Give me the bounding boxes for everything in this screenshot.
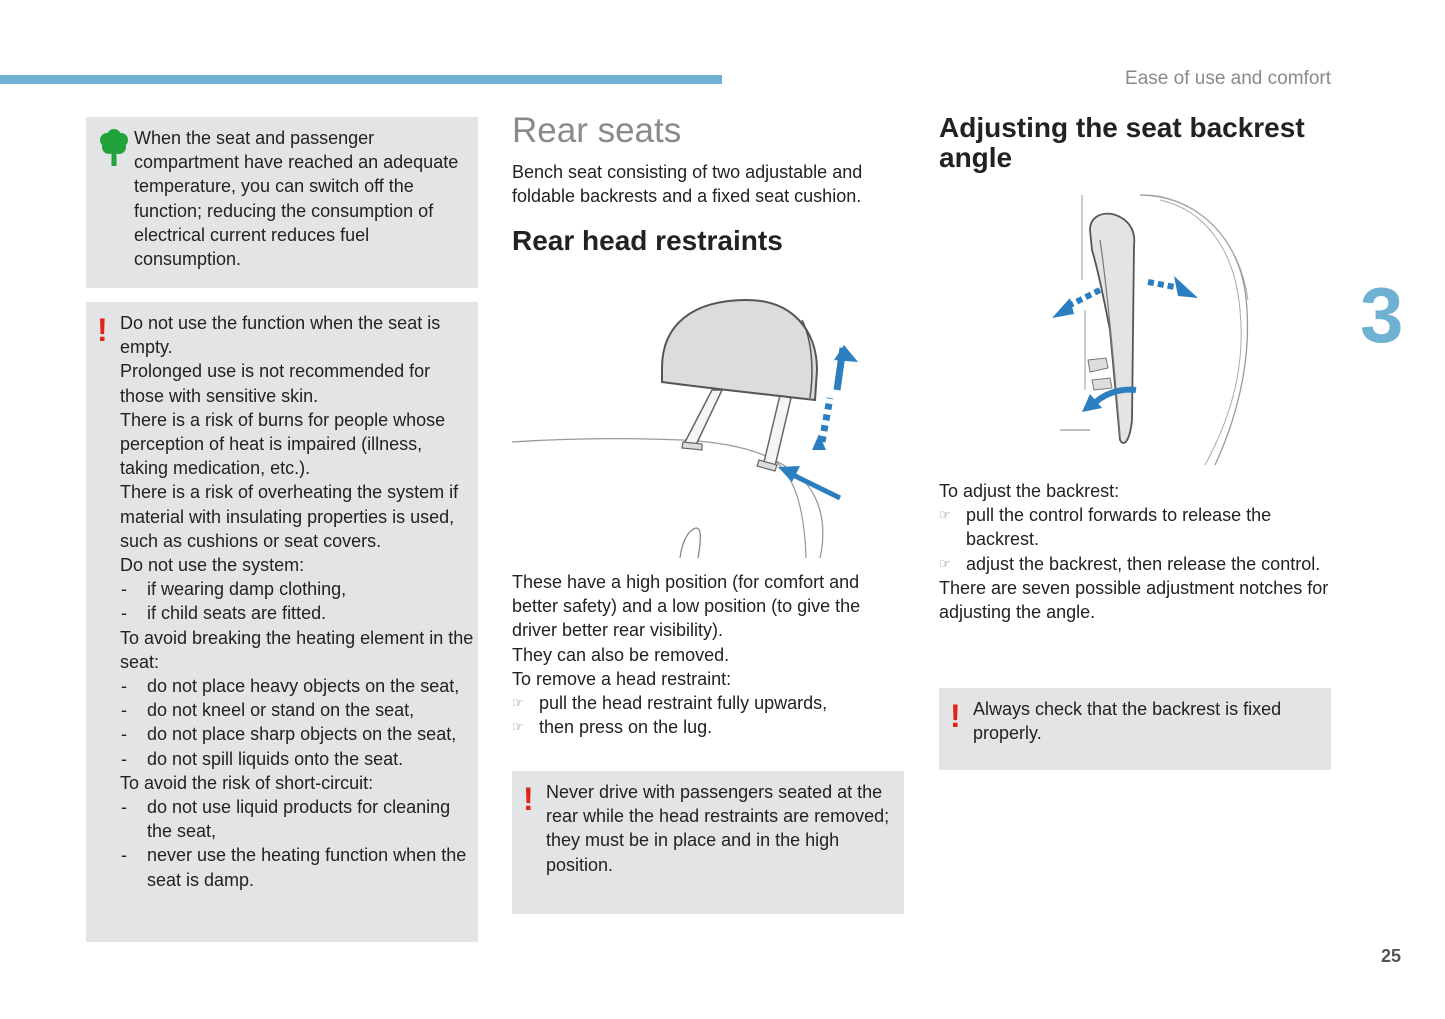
warning-line: There is a risk of burns for people whose perception of heat is impaired (illness, taking medication, etc.). bbox=[120, 409, 446, 479]
warning-line: Do not use the function when the seat is empty. bbox=[120, 313, 441, 358]
list-item: - do not use liquid products for cleaning the seat, bbox=[120, 795, 474, 843]
list-item: - do not place heavy objects on the seat, bbox=[120, 674, 474, 698]
backrest-warning-text: Always check that the backrest is fixed properly. bbox=[973, 699, 1282, 744]
tree-icon bbox=[98, 129, 130, 167]
head-restraint-illustration bbox=[512, 290, 904, 560]
list-item: - never use the heating function when the seat is damp. bbox=[120, 843, 474, 891]
warning-line: Do not use the system: bbox=[120, 555, 305, 576]
list-item: ☞ then press on the lug. bbox=[512, 715, 904, 739]
list-item: - do not kneel or stand on the seat, bbox=[120, 698, 474, 722]
backrest-notches: There are seven possible adjustment notches for adjusting the angle. bbox=[939, 577, 1329, 623]
eco-note-text: When the seat and passenger compartment have reached an adequate temperature, you can switch off the function; reducing the consumption of electrical current reduces fuel consumption. bbox=[134, 128, 459, 270]
list-item: - if child seats are fitted. bbox=[120, 601, 474, 625]
section-title: Ease of use and comfort bbox=[1125, 68, 1331, 89]
avoid-short-list bbox=[120, 795, 474, 892]
list-item: - do not spill liquids onto the seat. bbox=[120, 747, 474, 771]
head-restraints-description bbox=[512, 570, 904, 739]
header-accent-bar bbox=[0, 75, 722, 84]
list-item: - if wearing damp clothing, bbox=[120, 577, 474, 601]
list-item: - do not place sharp objects on the seat, bbox=[120, 722, 474, 746]
warning-line: There is a risk of overheating the system if material with insulating properties is used, such as cushions or seat covers. bbox=[120, 482, 459, 551]
backrest-title: Adjusting the seat backrest angle bbox=[939, 112, 1305, 173]
exclamation-icon: ! bbox=[950, 698, 961, 734]
list-item: ☞ pull the control forwards to release the backrest. bbox=[939, 503, 1331, 551]
backrest-illustration bbox=[1040, 190, 1260, 472]
list-item: ☞ pull the head restraint fully upwards, bbox=[512, 691, 904, 715]
backrest-steps bbox=[939, 503, 1331, 576]
warning-line: Prolonged use is not recommended for those with sensitive skin. bbox=[120, 361, 431, 406]
description-line: These have a high position (for comfort and better safety) and a low position (to give the driver better rear visibility). bbox=[512, 572, 861, 641]
warning-line: To avoid breaking the heating element in the seat: bbox=[120, 627, 474, 672]
page-number: 25 bbox=[1381, 946, 1402, 966]
rear-seats-section bbox=[512, 112, 904, 256]
avoid-breaking-list bbox=[120, 674, 474, 771]
backrest-warning-box bbox=[939, 688, 1331, 770]
eco-note-box bbox=[86, 117, 478, 288]
chapter-number: 3 bbox=[1360, 271, 1404, 359]
head-restraints-title: Rear head restraints bbox=[512, 225, 783, 257]
exclamation-icon: ! bbox=[523, 781, 534, 817]
heating-warning-box bbox=[86, 302, 478, 942]
backrest-section bbox=[939, 479, 1331, 624]
description-line: To remove a head restraint: bbox=[512, 668, 732, 689]
warning-line: To avoid the risk of short-circuit: bbox=[120, 772, 374, 793]
rear-seats-intro: Bench seat consisting of two adjustable and foldable backrests and a fixed seat cushion. bbox=[512, 162, 863, 207]
backrest-intro: To adjust the backrest: bbox=[939, 481, 1120, 501]
exclamation-icon: ! bbox=[97, 312, 108, 348]
removal-steps bbox=[512, 691, 904, 739]
rear-seats-title: Rear seats bbox=[512, 111, 682, 150]
list-item: ☞ adjust the backrest, then release the control. bbox=[939, 552, 1331, 576]
description-line: They can also be removed. bbox=[512, 644, 730, 665]
head-restraint-warning-text: Never drive with passengers seated at the rear while the head restraints are removed; they must be in place and in the high position. bbox=[546, 782, 890, 875]
system-list bbox=[120, 577, 474, 625]
head-restraint-warning-box bbox=[512, 771, 904, 914]
